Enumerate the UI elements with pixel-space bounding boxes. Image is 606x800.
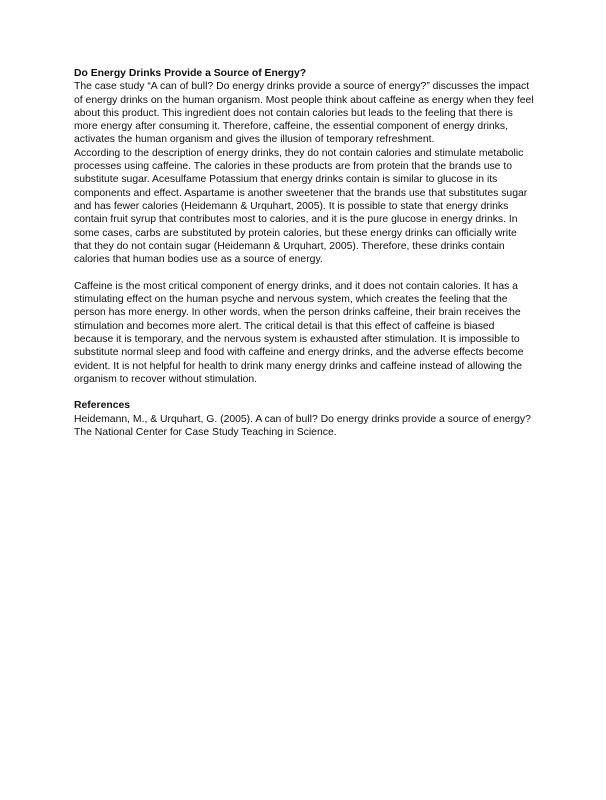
references-heading: References — [74, 400, 131, 412]
paragraph-caffeine: Caffeine is the most critical component of energy drinks, and it does not contain calories. It has a stimulating effect on the human psyche and nervous system, which creates the feeling that the person has more energy. In other words, when the person drinks caffeine, their brain receives the stimulation and becomes more alert. The critical detail is that this effect of caffeine is biased because it is temporary, and the nervous system is exhausted after stimulation. It is impossible to substitute normal sleep and food with caffeine and energy drinks, and the adverse effects become evident. It is not helpful for health to drink many energy drinks and caffeine instead of allowing the organism to recover without stimulation. — [74, 280, 524, 385]
paragraph-introduction: The case study “A can of bull? Do energy drinks provide a source of energy?” discusses the impact of energy drinks on the human organism. Most people think about caffeine as energy when they feel about this product. This ingredient does not contain calories but leads to the feeling that there is more energy after consuming it. Therefore, caffeine, the essential component of energy drinks, activates the human organism and gives the illusion of temporary refreshment. — [74, 81, 534, 146]
paragraph-description: According to the description of energy drinks, they do not contain calories and stimulate metabolic processes using caffeine. The calories in these products are from protein that the brands use to substitute sugar. Acesulfame Potassium that energy drinks contain is similar to glucose in its components and effect. Aspartame is another sweetener that the brands use that substitutes sugar and has fewer calories (Heidemann & Urquhart, 2005). It is possible to state that energy drinks contain fruit syrup that contributes most to calories, and it is the pure glucose in energy drinks. In some cases, carbs are substituted by protein calories, but these energy drinks can officially write that they do not contain sugar (Heidemann & Urquhart, 2005). Therefore, these drinks contain calories that human bodies use as a source of energy. — [74, 147, 528, 266]
reference-entry: Heidemann, M., & Urquhart, G. (2005). A can of bull? Do energy drinks provide a source of energy? The National Center for Case Study Teaching in Science. — [74, 413, 531, 439]
document-title: Do Energy Drinks Provide a Source of Energy? — [74, 68, 307, 79]
document-body — [74, 67, 536, 439]
paragraph-spacer — [74, 266, 536, 279]
